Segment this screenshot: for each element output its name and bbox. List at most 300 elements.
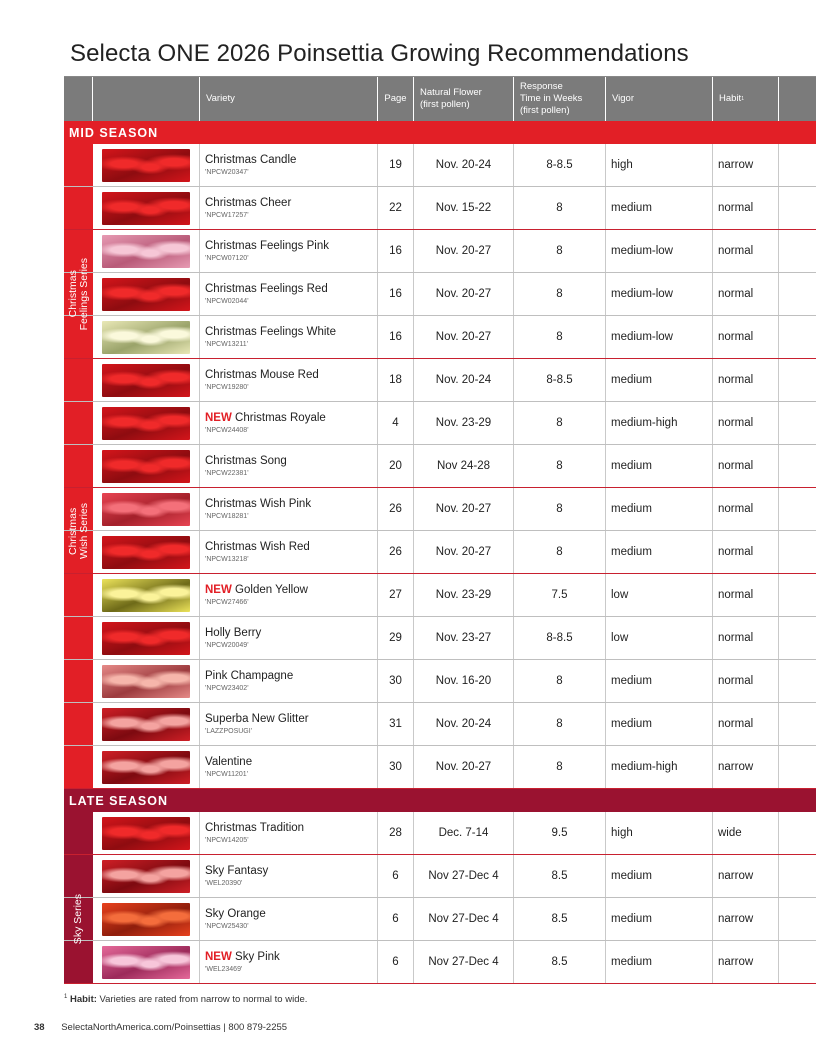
series-label [64,488,93,574]
variety-cell [200,746,378,788]
page-cell: 16 [378,230,414,272]
variety-name [205,627,261,640]
variety-code: 'NPCW18281' [205,512,249,520]
response-time-cell: 8 [514,488,606,530]
extra-cell [779,488,816,530]
variety-image-cell [93,316,200,358]
page-cell: 4 [378,402,414,444]
response-time-cell: 8 [514,273,606,315]
table-row [64,531,816,574]
new-badge: NEW [205,583,232,596]
extra-cell [779,941,816,983]
vigor-cell: medium [606,488,713,530]
section-rows [64,144,816,789]
variety-image-cell [93,941,200,983]
variety-code: 'NPCW25430' [205,922,249,930]
habit-cell: normal [713,187,779,229]
habit-cell: normal [713,488,779,530]
natural-flower-cell: Nov 27-Dec 4 [414,898,514,940]
table-row [64,144,816,187]
page-cell: 26 [378,531,414,573]
page-cell: 29 [378,617,414,659]
natural-flower-cell: Nov. 20-24 [414,703,514,745]
series-divider [64,487,816,488]
extra-cell [779,144,816,186]
variety-photo [102,450,190,483]
page-cell: 28 [378,812,414,854]
variety-name [205,670,293,683]
variety-cell [200,703,378,745]
habit-cell: narrow [713,941,779,983]
variety-image-cell [93,855,200,897]
response-time-cell: 8.5 [514,941,606,983]
variety-cell [200,574,378,616]
vigor-cell: medium-high [606,402,713,444]
variety-photo [102,751,190,784]
variety-photo [102,665,190,698]
variety-photo [102,708,190,741]
extra-cell [779,230,816,272]
variety-image-cell [93,445,200,487]
group-color-cell [64,574,93,616]
header-image-cell [93,77,200,121]
vigor-cell: high [606,812,713,854]
variety-image-cell [93,660,200,702]
variety-name [205,412,326,425]
page-cell: 6 [378,941,414,983]
variety-photo [102,622,190,655]
variety-photo [102,817,190,850]
variety-code: 'NPCW13211' [205,340,249,348]
habit-cell: normal [713,230,779,272]
header-habit [713,77,779,121]
variety-image-cell [93,402,200,444]
variety-code: 'NPCW27466' [205,598,249,606]
variety-photo [102,946,190,979]
variety-photo [102,536,190,569]
variety-cell [200,898,378,940]
new-badge: NEW [205,411,232,424]
group-color-cell [64,660,93,702]
variety-name [205,756,252,769]
variety-name-text: Christmas Candle [205,153,297,166]
group-color-cell [64,445,93,487]
habit-cell: normal [713,531,779,573]
variety-code: 'NPCW22381' [205,469,249,477]
variety-cell [200,855,378,897]
natural-flower-cell: Nov. 20-24 [414,144,514,186]
variety-name-text: Holly Berry [205,626,262,639]
variety-name [205,541,310,554]
page-cell: 6 [378,855,414,897]
vigor-cell: medium-low [606,273,713,315]
variety-photo [102,235,190,268]
variety-image-cell [93,187,200,229]
variety-code: 'NPCW17257' [205,211,249,219]
variety-image-cell [93,617,200,659]
natural-flower-cell: Nov. 23-29 [414,574,514,616]
variety-image-cell [93,230,200,272]
variety-cell [200,273,378,315]
header-response-time [514,77,606,121]
table-body [64,121,816,984]
extra-cell [779,703,816,745]
header-habit-text: Habit [719,93,742,104]
response-time-cell: 8 [514,531,606,573]
response-time-cell: 9.5 [514,812,606,854]
page-cell: 16 [378,273,414,315]
table-row [64,898,816,941]
header-variety: Variety [200,77,378,121]
variety-name [205,369,319,382]
variety-cell [200,812,378,854]
habit-cell: normal [713,617,779,659]
variety-name [205,283,328,296]
table-row [64,941,816,984]
vigor-cell: medium [606,703,713,745]
variety-photo [102,192,190,225]
variety-name-text: Sky Fantasy [205,864,269,877]
vigor-cell: medium-low [606,316,713,358]
variety-name-text: Golden Yellow [235,583,308,596]
header-vigor: Vigor [606,77,713,121]
natural-flower-cell: Nov 24-28 [414,445,514,487]
vigor-cell: low [606,617,713,659]
vigor-cell: medium [606,445,713,487]
page-cell: 19 [378,144,414,186]
response-time-cell: 7.5 [514,574,606,616]
variety-image-cell [93,574,200,616]
table-row [64,703,816,746]
variety-code: 'NPCW20347' [205,168,249,176]
response-time-cell: 8-8.5 [514,359,606,401]
table-header [64,76,816,121]
page-cell: 26 [378,488,414,530]
variety-code: 'NPCW14205' [205,836,249,844]
natural-flower-cell: Nov. 20-27 [414,230,514,272]
natural-flower-cell: Nov. 20-27 [414,488,514,530]
natural-flower-cell: Nov. 20-27 [414,273,514,315]
group-color-cell [64,812,93,854]
header-group-cell [64,77,93,121]
section-rows [64,812,816,984]
natural-flower-cell: Nov. 20-24 [414,359,514,401]
page-cell: 30 [378,746,414,788]
variety-cell [200,445,378,487]
section-mid-season: MID SEASON [64,121,816,144]
variety-cell [200,531,378,573]
habit-cell: normal [713,359,779,401]
vigor-cell: medium [606,660,713,702]
variety-image-cell [93,531,200,573]
natural-flower-cell: Nov 27-Dec 4 [414,941,514,983]
recommendations-table [64,76,816,984]
vigor-cell: medium [606,898,713,940]
variety-code: 'NPCW02044' [205,297,249,305]
header-natural-flower [414,77,514,121]
section-late-season: LATE SEASON [64,789,816,812]
variety-name [205,326,336,339]
variety-code: 'WEL20390' [205,879,243,887]
header-natural-flower-text: Natural Flower (first pollen) [420,87,482,110]
response-time-cell: 8 [514,230,606,272]
habit-cell: normal [713,445,779,487]
variety-image-cell [93,273,200,315]
variety-cell [200,230,378,272]
footnote-text: Varieties are rated from narrow to normal to wide. [96,994,308,1006]
extra-cell [779,359,816,401]
footnote [64,994,307,1005]
response-time-cell: 8.5 [514,855,606,897]
page-number: 38 [34,1022,45,1033]
response-time-cell: 8 [514,746,606,788]
group-color-cell [64,746,93,788]
habit-cell: narrow [713,746,779,788]
variety-code: 'NPCW19280' [205,383,249,391]
header-extra-cell [779,77,816,121]
variety-name [205,197,291,210]
variety-cell [200,488,378,530]
response-time-cell: 8 [514,402,606,444]
series-label-text: Sky Series [72,894,84,945]
variety-name [205,240,329,253]
new-badge: NEW [205,950,232,963]
variety-name-text: Christmas Tradition [205,821,305,834]
variety-name-text: Christmas Royale [235,411,326,424]
variety-name-text: Christmas Cheer [205,196,292,209]
extra-cell [779,855,816,897]
series-label-text: Christmas Feelings Series [66,258,90,331]
page-cell: 16 [378,316,414,358]
extra-cell [779,187,816,229]
variety-name-text: Sky Orange [205,907,266,920]
group-color-cell [64,402,93,444]
variety-code: 'NPCW07120' [205,254,249,262]
variety-cell [200,660,378,702]
footnote-label: Habit: [69,994,97,1006]
group-color-cell [64,144,93,186]
variety-name-text: Superba New Glitter [205,712,309,725]
extra-cell [779,273,816,315]
natural-flower-cell: Nov. 23-27 [414,617,514,659]
header-habit-sup: 1 [741,96,744,102]
table-row [64,488,816,531]
header-response-text: Response Time in Weeks (first pollen) [520,81,583,116]
variety-cell [200,617,378,659]
table-row [64,359,816,402]
series-label-text: Christmas Wish Series [66,502,90,559]
variety-name-text: Valentine [205,755,253,768]
table-row [64,316,816,359]
variety-image-cell [93,746,200,788]
variety-name [205,822,304,835]
variety-name-text: Christmas Song [205,454,287,467]
habit-cell: wide [713,812,779,854]
variety-image-cell [93,359,200,401]
table-row [64,855,816,898]
variety-cell [200,187,378,229]
habit-cell: normal [713,402,779,444]
variety-name [205,908,266,921]
variety-code: 'NPCW11201' [205,770,249,778]
natural-flower-cell: Nov. 20-27 [414,531,514,573]
variety-name-text: Christmas Wish Pink [205,497,312,510]
habit-cell: narrow [713,898,779,940]
variety-name-text: Christmas Feelings Red [205,282,328,295]
response-time-cell: 8-8.5 [514,617,606,659]
response-time-cell: 8 [514,187,606,229]
variety-name-text: Sky Pink [235,950,280,963]
variety-photo [102,278,190,311]
response-time-cell: 8-8.5 [514,144,606,186]
group-color-cell [64,617,93,659]
variety-cell [200,941,378,983]
variety-photo [102,579,190,612]
table-row [64,445,816,488]
variety-photo [102,149,190,182]
table-row [64,230,816,273]
variety-code: 'NPCW23402' [205,684,249,692]
series-divider [64,573,816,574]
page-cell: 31 [378,703,414,745]
variety-name-text: Christmas Wish Red [205,540,310,553]
page-footer [34,1022,287,1033]
response-time-cell: 8 [514,445,606,487]
vigor-cell: medium [606,855,713,897]
response-time-cell: 8 [514,316,606,358]
variety-image-cell [93,898,200,940]
extra-cell [779,746,816,788]
vigor-cell: medium-high [606,746,713,788]
extra-cell [779,531,816,573]
extra-cell [779,402,816,444]
footnote-sup: 1 [64,994,68,1000]
table-row [64,617,816,660]
page-title: Selecta ONE 2026 Poinsettia Growing Recommendations [70,40,689,67]
page-cell: 20 [378,445,414,487]
variety-photo [102,493,190,526]
page-cell: 27 [378,574,414,616]
variety-code: 'WEL23469' [205,965,243,973]
variety-name [205,498,311,511]
habit-cell: normal [713,574,779,616]
natural-flower-cell: Nov. 20-27 [414,316,514,358]
variety-name-text: Christmas Feelings White [205,325,337,338]
series-divider [64,358,816,359]
response-time-cell: 8 [514,660,606,702]
variety-name [205,584,308,597]
vigor-cell: medium [606,187,713,229]
extra-cell [779,617,816,659]
habit-cell: normal [713,703,779,745]
page-cell: 30 [378,660,414,702]
group-color-cell [64,187,93,229]
extra-cell [779,660,816,702]
habit-cell: normal [713,660,779,702]
footer-contact: SelectaNorthAmerica.com/Poinsettias | 800 879-2255 [61,1022,288,1033]
response-time-cell: 8.5 [514,898,606,940]
variety-name-text: Christmas Feelings Pink [205,239,329,252]
natural-flower-cell: Dec. 7-14 [414,812,514,854]
variety-photo [102,321,190,354]
natural-flower-cell: Nov 27-Dec 4 [414,855,514,897]
vigor-cell: medium-low [606,230,713,272]
variety-cell [200,316,378,358]
series-label [64,230,93,359]
variety-image-cell [93,144,200,186]
variety-image-cell [93,812,200,854]
table-row [64,187,816,230]
table-row [64,574,816,617]
variety-name [205,154,296,167]
variety-cell [200,402,378,444]
vigor-cell: high [606,144,713,186]
page-cell: 18 [378,359,414,401]
variety-photo [102,407,190,440]
variety-name [205,951,280,964]
variety-name [205,455,287,468]
habit-cell: narrow [713,855,779,897]
extra-cell [779,812,816,854]
vigor-cell: low [606,574,713,616]
variety-photo [102,860,190,893]
habit-cell: normal [713,273,779,315]
natural-flower-cell: Nov. 15-22 [414,187,514,229]
table-row [64,812,816,855]
table-row [64,660,816,703]
extra-cell [779,574,816,616]
variety-cell [200,359,378,401]
series-label [64,855,93,984]
group-color-cell [64,703,93,745]
table-row [64,402,816,445]
extra-cell [779,898,816,940]
response-time-cell: 8 [514,703,606,745]
group-color-cell [64,359,93,401]
table-row [64,746,816,789]
vigor-cell: medium [606,359,713,401]
natural-flower-cell: Nov. 16-20 [414,660,514,702]
variety-name [205,865,268,878]
vigor-cell: medium [606,531,713,573]
table-row [64,273,816,316]
series-divider [64,229,816,230]
variety-name [205,713,309,726]
natural-flower-cell: Nov. 20-27 [414,746,514,788]
vigor-cell: medium [606,941,713,983]
variety-name-text: Christmas Mouse Red [205,368,319,381]
habit-cell: normal [713,316,779,358]
variety-code: 'NPCW24408' [205,426,249,434]
variety-image-cell [93,488,200,530]
variety-photo [102,903,190,936]
variety-code: 'NPCW13218' [205,555,249,563]
variety-name-text: Pink Champagne [205,669,294,682]
series-divider [64,854,816,855]
page-cell: 6 [378,898,414,940]
variety-code: 'LAZZPOSUGI' [205,727,253,735]
habit-cell: narrow [713,144,779,186]
extra-cell [779,316,816,358]
natural-flower-cell: Nov. 23-29 [414,402,514,444]
variety-photo [102,364,190,397]
variety-cell [200,144,378,186]
header-page: Page [378,77,414,121]
extra-cell [779,445,816,487]
variety-code: 'NPCW20049' [205,641,249,649]
variety-image-cell [93,703,200,745]
page-cell: 22 [378,187,414,229]
